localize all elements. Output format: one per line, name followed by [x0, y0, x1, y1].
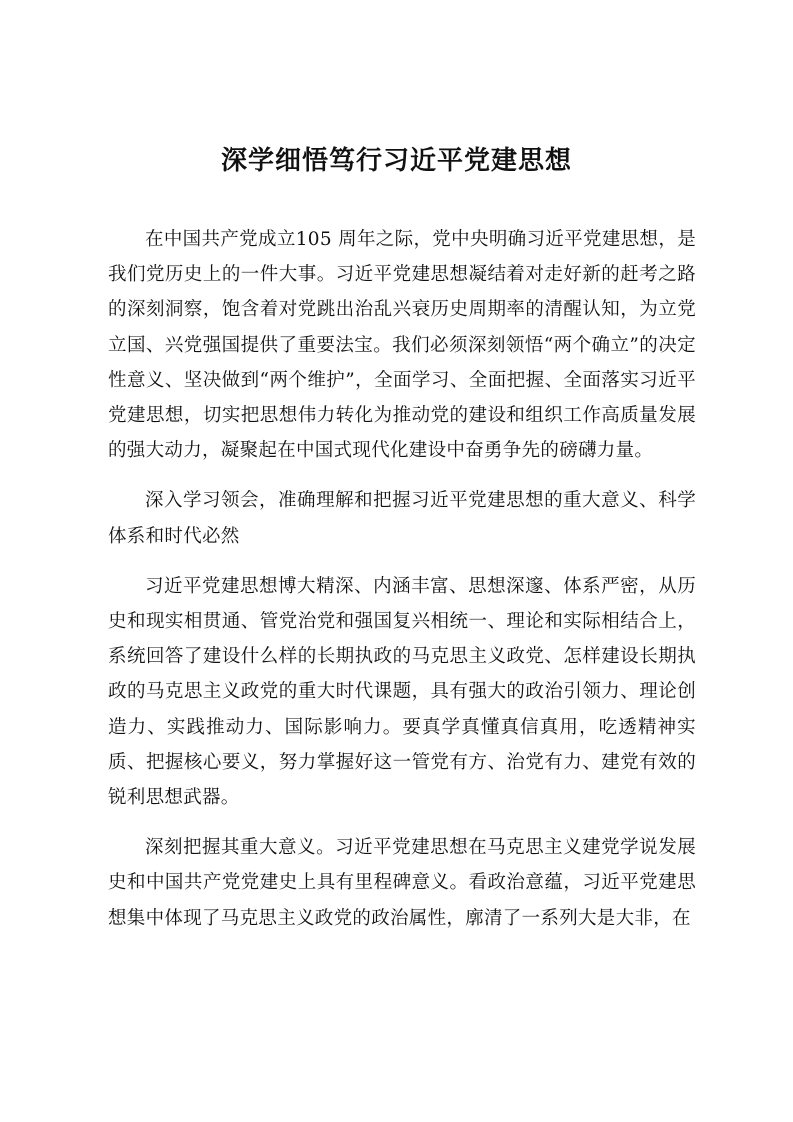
- paragraph-3: 习近平党建思想博大精深、内涵丰富、思想深邃、体系严密，从历史和现实相贯通、管党治党和强国复兴相统一、理论和实际相结合上，系统回答了建设什么样的长期执政的马克思主义政党、怎样建设长期执政的马克思主义政党的重大时代课题，具有强大的政治引领力、理论创造力、实践推动力、国际影响力。要真学真懂真信真用，吃透精神实质、把握核心要义，努力掌握好这一管党有方、治党有力、建党有效的锐利思想武器。: [108, 575, 696, 809]
- paragraph-2-heading: 深入学习领会，准确理解和把握习近平党建思想的重大意义、科学体系和时代必然: [108, 490, 696, 547]
- document-title: 深学细悟笃行习近平党建思想: [220, 146, 572, 176]
- paragraph-1: 在中国共产党成立105 周年之际，党中央明确习近平党建思想，是我们党历史上的一件大事。习近平党建思想凝结着对走好新的赶考之路的深刻洞察，饱含着对党跳出治乱兴衰历史周期率的清醒认知，为立党立国、兴党强国提供了重要法宝。我们必须深刻领悟“两个确立”的决定性意义、坚决做到“两个维护”，全面学习、全面把握、全面落实习近平党建思想，切实把思想伟力转化为推动党的建设和组织工作高质量发展的强大动力，凝聚起在中国式现代化建设中奋勇争先的磅礴力量。: [108, 229, 696, 462]
- paragraph-4: 深刻把握其重大意义。习近平党建思想在马克思主义建党学说发展史和中国共产党党建史上具有里程碑意义。看政治意蕴，习近平党建思想集中体现了马克思主义政党的政治属性，廓清了一系列大是大非，在: [108, 837, 696, 929]
- document-body: [108, 222, 696, 936]
